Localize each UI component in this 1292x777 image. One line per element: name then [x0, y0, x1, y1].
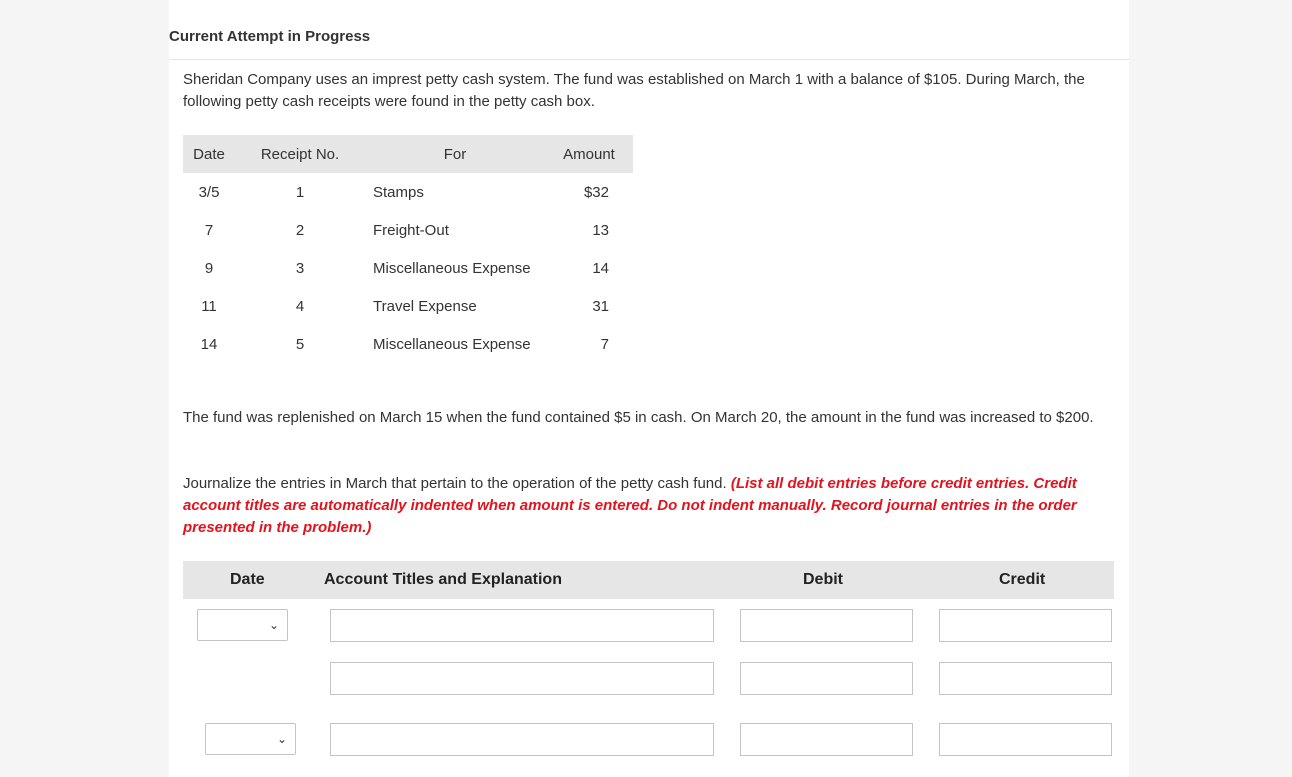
receipts-table [183, 135, 633, 363]
cell-for: Stamps [373, 183, 424, 201]
journal-header-credit: Credit [999, 571, 1046, 588]
cell-amount: 13 [592, 221, 609, 239]
cell-receipt: 2 [295, 221, 305, 239]
cell-date: 14 [200, 335, 218, 353]
account-title-input[interactable] [330, 723, 714, 756]
cell-for: Freight-Out [373, 221, 449, 239]
cell-receipt: 5 [295, 335, 305, 353]
credit-input[interactable] [939, 609, 1112, 642]
header-receipt-no: Receipt No. [260, 145, 340, 163]
debit-input[interactable] [740, 662, 913, 695]
receipts-header-row [183, 135, 633, 173]
journal-header-debit: Debit [803, 571, 843, 588]
divider [169, 59, 1129, 60]
cell-amount: $32 [583, 183, 609, 201]
journal-header-account: Account Titles and Explanation [324, 571, 562, 588]
credit-input[interactable] [939, 723, 1112, 756]
cell-for: Miscellaneous Expense [373, 335, 531, 353]
cell-date: 3/5 [198, 183, 220, 201]
cell-receipt: 1 [295, 183, 305, 201]
account-title-input[interactable] [330, 662, 714, 695]
table-row [183, 325, 633, 363]
table-row [183, 287, 633, 325]
cell-receipt: 4 [295, 297, 305, 315]
date-select[interactable] [205, 723, 296, 755]
cell-for: Miscellaneous Expense [373, 259, 531, 277]
problem-replenish: The fund was replenished on March 15 when the fund contained $5 in cash. On March 20, the amount in the fund was increased to $200. [183, 409, 1094, 426]
instruction-note: (List all debit entries before credit entries. Credit account titles are automatically indented when amount is entered. Do not indent manually. Record journal entries in the order presented in the problem.) [183, 475, 1077, 536]
account-title-input[interactable] [330, 609, 714, 642]
cell-receipt: 3 [295, 259, 305, 277]
cell-date: 11 [201, 297, 217, 315]
instruction-text: Journalize the entries in March that pertain to the operation of the petty cash fund. [183, 475, 727, 492]
question-panel [169, 0, 1129, 777]
header-date: Date [193, 145, 225, 163]
attempt-title: Current Attempt in Progress [169, 28, 371, 45]
date-select[interactable] [197, 609, 288, 641]
credit-input[interactable] [939, 662, 1112, 695]
cell-date: 7 [204, 221, 214, 239]
header-for: For [443, 145, 467, 163]
cell-for: Travel Expense [373, 297, 477, 315]
problem-instruction [183, 473, 1118, 539]
cell-amount: 14 [592, 259, 609, 277]
debit-input[interactable] [740, 723, 913, 756]
journal-header-date: Date [230, 571, 265, 588]
cell-date: 9 [204, 259, 214, 277]
table-row [183, 173, 633, 211]
table-row [183, 249, 633, 287]
cell-amount: 7 [600, 335, 609, 353]
cell-amount: 31 [592, 297, 609, 315]
header-amount: Amount [563, 145, 615, 163]
problem-intro: Sheridan Company uses an imprest petty cash system. The fund was established on March 1 with a balance of $105. During March, the following petty cash receipts were found in the petty cash box. [183, 71, 1085, 110]
debit-input[interactable] [740, 609, 913, 642]
table-row [183, 211, 633, 249]
journal-header-row [183, 561, 1114, 599]
chevron-down-icon: ⌄ [268, 618, 279, 632]
chevron-down-icon: ⌄ [276, 732, 287, 746]
